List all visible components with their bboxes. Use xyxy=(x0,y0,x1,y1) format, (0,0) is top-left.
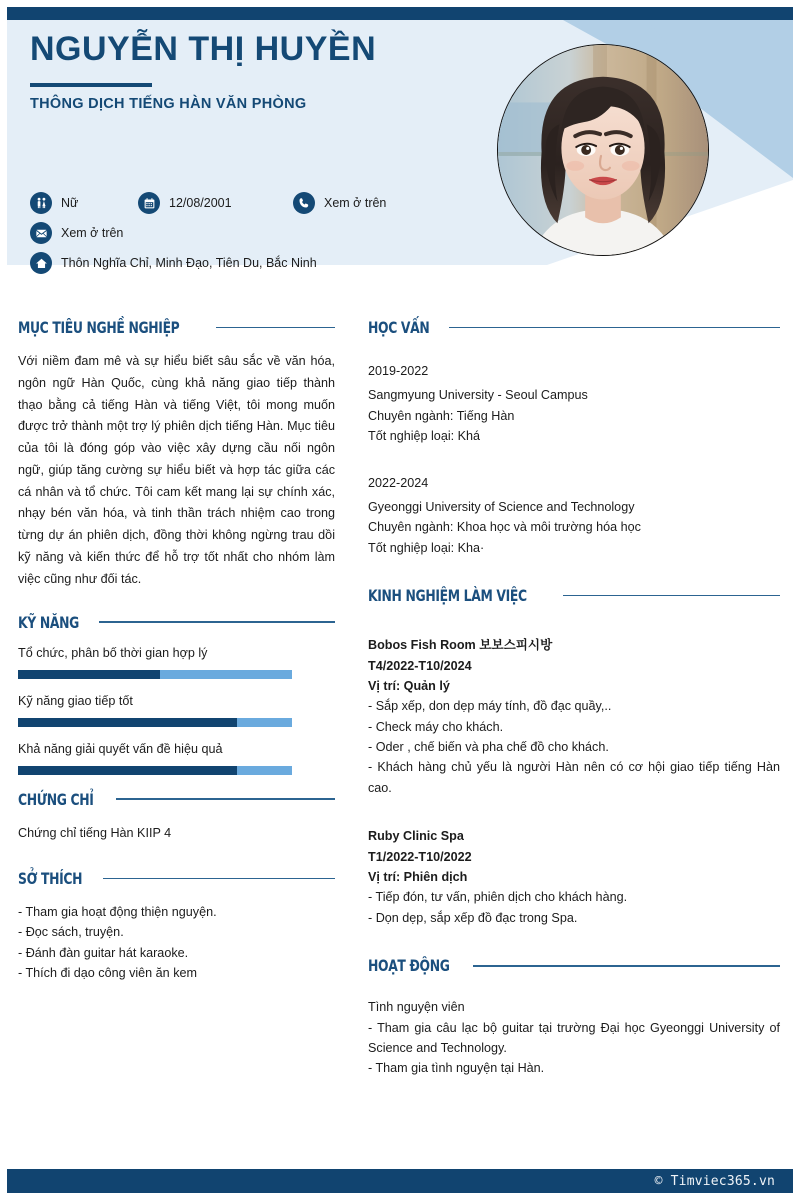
top-accent-band xyxy=(7,7,793,20)
skill-item xyxy=(18,694,335,727)
email-value: Xem ở trên xyxy=(61,226,124,240)
right-column xyxy=(368,318,780,1083)
phone-value: Xem ở trên xyxy=(324,196,387,210)
section-objective xyxy=(18,318,335,591)
skill-bar-fill xyxy=(18,718,237,727)
cv-header xyxy=(7,20,793,270)
contact-gender xyxy=(30,192,138,214)
experience-position: Vị trí: Phiên dịch xyxy=(368,870,468,885)
gender-value: Nữ xyxy=(61,196,79,210)
experience-entry xyxy=(368,635,780,798)
skill-bar-fill xyxy=(18,670,160,679)
section-education xyxy=(368,318,780,558)
experience-duty: - Khách hàng chủ yếu là người Hàn nên có cơ hội giao tiếp tiếng Hàn cao. xyxy=(368,760,780,795)
section-activities xyxy=(368,956,780,1079)
footer-copyright: © Timviec365.vn xyxy=(654,1173,775,1189)
education-grade: Tốt nghiệp loại: Kha· xyxy=(368,540,485,555)
activities-title: HOẠT ĐỘNG xyxy=(368,956,450,976)
experience-entry xyxy=(368,826,780,928)
profile-photo xyxy=(497,44,709,256)
experience-list xyxy=(368,635,780,928)
skills-list xyxy=(18,646,335,775)
phone-icon xyxy=(293,192,315,214)
objective-heading xyxy=(18,318,335,337)
education-title: HỌC VẤN xyxy=(368,318,430,337)
candidate-name: NGUYỄN THỊ HUYỀN xyxy=(30,30,377,68)
hobbies-heading xyxy=(18,869,335,888)
gender-icon xyxy=(30,192,52,214)
experience-duty: - Check máy cho khách. xyxy=(368,719,504,734)
name-underline xyxy=(30,83,152,87)
activities-heading xyxy=(368,956,780,975)
contact-row-3 xyxy=(30,252,550,274)
home-icon xyxy=(30,252,52,274)
education-school: Gyeonggi University of Science and Technology xyxy=(368,499,635,514)
education-grade: Tốt nghiệp loại: Khá xyxy=(368,429,481,444)
experience-duty: - Oder , chế biến và pha chế đồ cho khách. xyxy=(368,740,609,755)
skill-bar-track xyxy=(18,718,292,727)
activities-list xyxy=(368,997,780,1079)
section-hobbies xyxy=(18,869,335,984)
education-heading xyxy=(368,318,780,337)
skills-title: KỸ NĂNG xyxy=(18,612,79,632)
experience-duty: - Tiếp đón, tư vấn, phiên dịch cho khách hàng. xyxy=(368,890,628,905)
name-block xyxy=(30,28,460,112)
hobbies-list xyxy=(18,902,335,984)
left-column xyxy=(18,318,335,988)
education-major: Chuyên ngành: Khoa học và môi trường hóa học xyxy=(368,520,641,535)
certificates-list xyxy=(18,823,335,843)
certificates-title: CHỨNG CHỈ xyxy=(18,789,94,809)
certificates-heading xyxy=(18,790,335,809)
experience-title: KINH NGHIỆM LÀM VIỆC xyxy=(368,586,527,606)
experience-period: T1/2022-T10/2022 xyxy=(368,849,472,864)
contact-block xyxy=(30,192,550,282)
objective-title: MỤC TIÊU NGHỀ NGHIỆP xyxy=(18,318,180,337)
experience-duty: - Dọn dẹp, sắp xếp đồ đạc trong Spa. xyxy=(368,910,578,925)
activity-line: - Tham gia câu lạc bộ guitar tại trường Đại học Gyeonggi University of Science and Technology. xyxy=(368,1020,780,1055)
education-years: 2022-2024 xyxy=(368,475,429,490)
activity-line: Tình nguyện viên xyxy=(368,1000,465,1015)
education-major: Chuyên ngành: Tiếng Hàn xyxy=(368,408,515,423)
hobbies-title: SỞ THÍCH xyxy=(18,868,83,888)
objective-text: Với niềm đam mê và sự hiểu biết sâu sắc về văn hóa, ngôn ngữ Hàn Quốc, cùng khả năng giao tiếp thành thạo bằng cả tiếng Hàn và tiếng Việt, tôi mong muốn được trở thành một trợ lý phiên dịch tiếng Hàn. Mục tiêu của tôi là đóng góp vào việc xây dựng cầu nối ngôn ngữ, giúp tăng cường sự hiểu biết và hợp tác giữa các cá nhân và tổ chức. Tôi cam kết mang lại sự chính xác, nhạy bén văn hóa, và tinh thần trách nhiệm cao trong từng dự án phiên dịch, đồng thời không ngừng trau dồi kỹ năng và kiến thức để hỗ trợ tốt nhất cho nhóm làm việc cũng như đối tác. xyxy=(18,354,335,586)
objective-divider xyxy=(216,327,335,329)
activity-line: - Tham gia tình nguyện tại Hàn. xyxy=(368,1061,545,1076)
calendar-icon xyxy=(138,192,160,214)
footer-band xyxy=(7,1169,793,1193)
section-experience xyxy=(368,586,780,928)
hobby-item: - Đánh đàn guitar hát karaoke. xyxy=(18,945,189,960)
skill-bar-fill xyxy=(18,766,237,775)
section-skills xyxy=(18,613,335,775)
experience-period: T4/2022-T10/2024 xyxy=(368,658,472,673)
education-list xyxy=(368,361,780,558)
contact-row-2 xyxy=(30,222,550,244)
education-entry xyxy=(368,473,780,559)
skill-item xyxy=(18,742,335,775)
skill-label: Khả năng giải quyết vấn đề hiệu quả xyxy=(18,741,223,756)
experience-position: Vị trí: Quản lý xyxy=(368,678,450,693)
address-value: Thôn Nghĩa Chỉ, Minh Đạo, Tiên Du, Bắc Ninh xyxy=(61,256,317,270)
experience-heading xyxy=(368,586,780,605)
experience-company: Ruby Clinic Spa xyxy=(368,829,464,844)
skill-bar-track xyxy=(18,766,292,775)
hobby-item: - Thích đi dạo công viên ăn kem xyxy=(18,966,197,981)
contact-dob xyxy=(138,192,293,214)
skill-bar-track xyxy=(18,670,292,679)
education-divider xyxy=(449,327,780,329)
skill-label: Tổ chức, phân bố thời gian hợp lý xyxy=(18,645,208,660)
portrait-illustration xyxy=(498,45,708,255)
contact-address xyxy=(30,252,317,274)
skills-divider xyxy=(99,621,335,623)
section-certificates xyxy=(18,790,335,843)
experience-divider xyxy=(563,595,780,597)
skill-item xyxy=(18,646,335,679)
job-title: THÔNG DỊCH TIẾNG HÀN VĂN PHÒNG xyxy=(30,95,307,112)
dob-value: 12/08/2001 xyxy=(169,196,232,210)
certificate-item: Chứng chỉ tiếng Hàn KIIP 4 xyxy=(18,825,172,840)
envelope-icon xyxy=(30,222,52,244)
hobby-item: - Tham gia hoạt động thiện nguyện. xyxy=(18,904,217,919)
contact-phone xyxy=(293,192,386,214)
certificates-divider xyxy=(116,798,335,800)
hobbies-divider xyxy=(103,878,335,880)
education-school: Sangmyung University - Seoul Campus xyxy=(368,388,588,403)
contact-email xyxy=(30,222,123,244)
experience-company: Bobos Fish Room 보보스피시방 xyxy=(368,638,553,653)
skills-heading xyxy=(18,613,335,632)
experience-duty: - Sắp xếp, don dẹp máy tính, đồ đạc quầy,.. xyxy=(368,699,612,714)
activities-divider xyxy=(473,965,780,967)
education-entry xyxy=(368,361,780,447)
hobby-item: - Đọc sách, truyện. xyxy=(18,925,124,940)
education-years: 2019-2022 xyxy=(368,364,429,378)
contact-row-1 xyxy=(30,192,550,214)
skill-label: Kỹ năng giao tiếp tốt xyxy=(18,693,133,708)
